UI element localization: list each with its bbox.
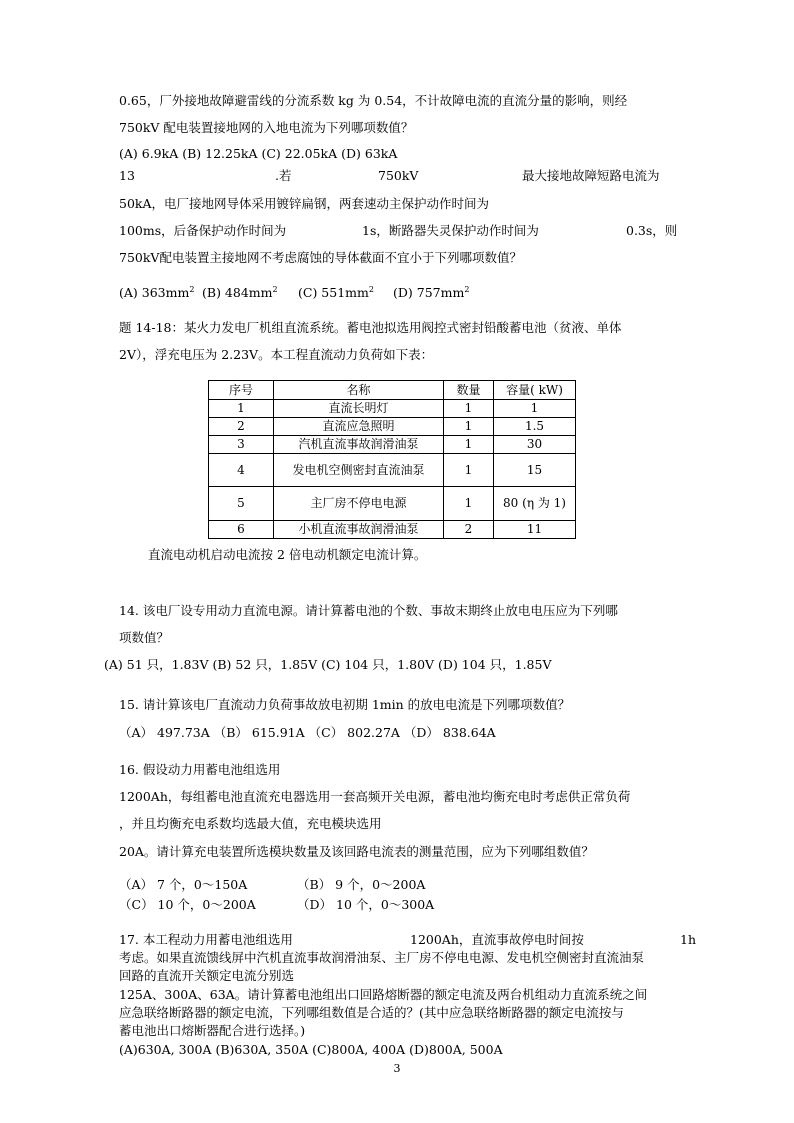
q16-line2: 1200Ah，每组蓄电池直流充电器选用一套高频开关电源，蓄电池均衡充电时考虑供正常负荷 <box>119 789 631 804</box>
q16-option-a: （A） 7 个，0～150A <box>119 877 248 892</box>
row5-cap: 80 (η 为 1) <box>494 487 576 521</box>
q17-line4: 125A、300A、63A。请计算蓄电池组出口回路熔断器的额定电流及两台机组动力直流系统之间 <box>119 987 648 1002</box>
row6-cap: 11 <box>494 521 576 539</box>
row2-cap: 1.5 <box>494 418 576 436</box>
table-row <box>209 436 576 454</box>
q13b-line3-c: 0.3s，则 <box>626 223 678 238</box>
row6-qty: 2 <box>444 521 494 539</box>
intro-line2: 2V），浮充电压为 2.23V。本工程直流动力负荷如下表： <box>119 347 434 362</box>
table-note: 直流电动机启动电流按 2 倍电动机额定电流计算。 <box>148 547 427 562</box>
q16-line3: ，并且均衡充电系数均选最大值，充电模块选用 <box>119 816 382 831</box>
q15-line1: 15. 请计算该电厂直流动力负荷事故放电初期 1min 的放电电流是下列哪项数值？ <box>119 697 571 712</box>
row5-no: 5 <box>209 487 274 521</box>
q13b-option-d: (D) $757mm^2$ <box>393 284 470 300</box>
q17-line1-c: 1h <box>680 932 697 947</box>
row4-cap: 15 <box>494 454 576 487</box>
table-row <box>209 418 576 436</box>
row3-cap: 30 <box>494 436 576 454</box>
table-row <box>209 487 576 521</box>
q17-line1-a: 17. 本工程动力用蓄电池组选用 <box>119 932 293 947</box>
table-row <box>209 454 576 487</box>
q17-line5: 应急联络断路器的额定电流，下列哪组数值是合适的？(其中应急联络断路器的额定电流按与 <box>119 1005 624 1020</box>
q16-line4: 20A。请计算充电装置所选模块数量及该回路电流表的测量范围，应为下列哪组数值？ <box>119 844 594 859</box>
row4-no: 4 <box>209 454 274 487</box>
row2-qty: 1 <box>444 418 494 436</box>
q17-line2: 考虑。如果直流馈线屏中汽机直流事故润滑油泵、主厂房不停电电源、发电机空侧密封直流油泵 <box>119 950 645 965</box>
row5-qty: 1 <box>444 487 494 521</box>
q13b-text-b: 750kV <box>378 168 419 183</box>
q16-option-d: （D） 10 个，0～300A <box>297 897 435 912</box>
table-header-row <box>209 381 576 400</box>
q13b-line3-b: 1s，断路器失灵保护动作时间为 <box>362 223 539 238</box>
row6-name: 小机直流事故润滑油泵 <box>274 521 444 539</box>
q17-line3: 回路的直流开关额定电流分别选 <box>119 968 295 983</box>
q13b-option-a: (A) $363mm^2$ <box>119 284 195 300</box>
q16-option-c: （C） 10 个，0～200A <box>119 897 256 912</box>
q13b-option-c: (C) $551mm^2$ <box>298 284 374 300</box>
row4-name: 发电机空侧密封直流油泵 <box>274 454 444 487</box>
q13b-text-a: .若 <box>275 168 292 183</box>
q13b-option-b: (B) $484mm^2$ <box>202 284 278 300</box>
row1-qty: 1 <box>444 400 494 418</box>
q16-line1: 16. 假设动力用蓄电池组选用 <box>119 762 281 777</box>
q15-options: （A） 497.73A （B） 615.91A （C） 802.27A （D） 838.64A <box>119 725 496 740</box>
header-capacity: 容量( kW) <box>494 381 576 400</box>
q13b-line4: 750kV配电装置主接地网不考虑腐蚀的导体截面不宜小于下列哪项数值？ <box>119 250 522 265</box>
row1-name: 直流长明灯 <box>274 400 444 418</box>
q13-options: (A) 6.9kA (B) 12.25kA (C) 22.05kA (D) 63kA <box>119 146 398 161</box>
row2-no: 2 <box>209 418 274 436</box>
q14-options: (A) 51 只，1.83V (B) 52 只，1.85V (C) 104 只，1.80V (D) 104 只，1.85V <box>104 657 552 672</box>
row2-name: 直流应急照明 <box>274 418 444 436</box>
q13b-line3-a: 100ms，后备保护动作时间为 <box>119 223 287 238</box>
header-no: 序号 <box>209 381 274 400</box>
q13b-number: 13 <box>119 168 135 183</box>
row3-name: 汽机直流事故润滑油泵 <box>274 436 444 454</box>
q13b-text-c: 最大接地故障短路电流为 <box>522 168 660 183</box>
header-qty: 数量 <box>444 381 494 400</box>
header-name: 名称 <box>274 381 444 400</box>
row3-no: 3 <box>209 436 274 454</box>
q17-options: (A)630A, 300A (B)630A, 350A (C)800A, 400A (D)800A, 500A <box>119 1042 503 1057</box>
row6-no: 6 <box>209 521 274 539</box>
q13-line2: 750kV 配电装置接地网的入地电流为下列哪项数值？ <box>119 120 414 135</box>
table-row <box>209 400 576 418</box>
row5-name: 主厂房不停电电源 <box>274 487 444 521</box>
row3-qty: 1 <box>444 436 494 454</box>
page-number: 3 <box>393 1062 401 1075</box>
table-row <box>209 521 576 539</box>
row4-qty: 1 <box>444 454 494 487</box>
q14-line2: 项数值？ <box>119 630 170 645</box>
q17-line1-b: 1200Ah，直流事故停电时间按 <box>410 932 584 947</box>
q13b-line2: 50kA，电厂接地网导体采用镀锌扁钢，两套速动主保护动作时间为 <box>119 196 490 211</box>
row1-no: 1 <box>209 400 274 418</box>
load-table <box>208 380 576 539</box>
q13-line1: 0.65，厂外接地故障避雷线的分流系数 kg 为 0.54，不计故障电流的直流分量的影响，则经 <box>119 93 628 108</box>
q14-line1: 14. 该电厂设专用动力直流电源。请计算蓄电池的个数、事故末期终止放电电压应为下列哪 <box>119 603 618 618</box>
row1-cap: 1 <box>494 400 576 418</box>
intro-line1: 题 14-18：某火力发电厂机组直流系统。蓄电池拟选用阀控式密封铅酸蓄电池（贫液、单体 <box>119 320 622 335</box>
q17-line6: 蓄电池出口熔断器配合进行选择。) <box>119 1023 306 1038</box>
q16-option-b: （B） 9 个，0～200A <box>297 877 426 892</box>
